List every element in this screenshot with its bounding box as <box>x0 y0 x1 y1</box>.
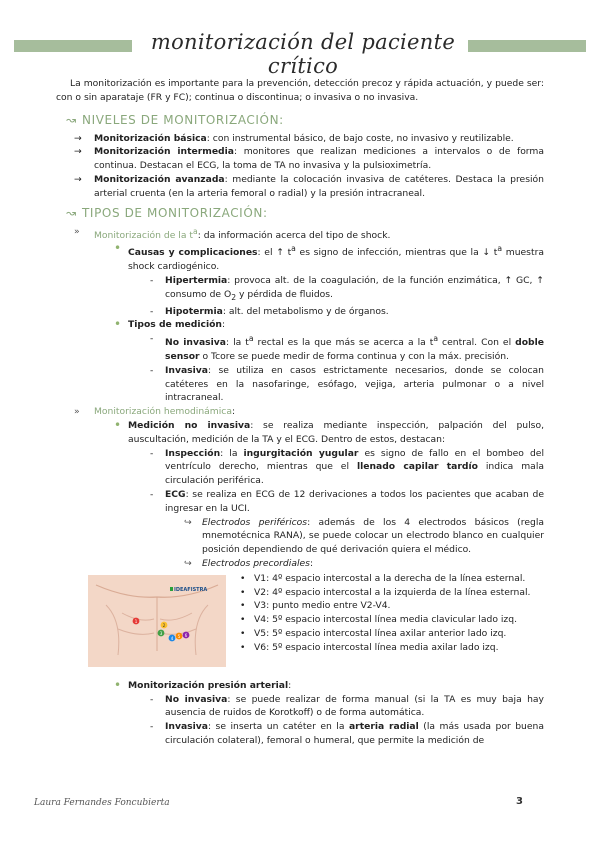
list-item: - Invasiva: se utiliza en casos estrictamente necesarios, donde se colocan catéteres en la nasofaringe, esófago, vejiga, arteria pulmonar o a nivel intracraneal. <box>150 364 544 404</box>
footer-author: Laura Fernandes Foncubierta <box>34 798 170 808</box>
list-item: • V1: 4º espacio intercostal a la derecha de la línea esternal. <box>240 572 526 584</box>
list-item: ↪ Electrodos precordiales: <box>184 557 314 569</box>
dash-icon: - <box>150 275 154 287</box>
page-content <box>56 77 544 748</box>
svg-text:4: 4 <box>170 635 174 641</box>
arrow-icon: → <box>74 132 82 144</box>
list-item: - Hipotermia: alt. del metabolismo y de órganos. <box>150 305 389 317</box>
hook-arrow-icon: ↪ <box>184 557 192 569</box>
list-item: - ECG: se realiza en ECG de 12 derivaciones a todos los pacientes que acaban de ingresar en la UCI. <box>150 488 544 514</box>
dash-icon: - <box>150 693 154 705</box>
subsection-hemodinamica: » Monitorización hemodinámica: <box>74 406 236 418</box>
bullet-icon: • <box>240 627 246 639</box>
list-item: - Hipertermia: provoca alt. de la coagulación, de la función enzimática, ↑ GC, ↑ consumo de $O_2$ y pérdida de fluidos. <box>150 274 544 304</box>
list-item: ↪ Electrodos periféricos: además de los 4 electrodos básicos (regla mnemotécnica RANA), se puede colocar un electrodo blanco en cualquier posición dependiendo de qué derivación quiera el médico. <box>184 516 545 556</box>
list-item: → Monitorización intermedia: monitores que realizan mediciones a intervalos o de forma continua. Destacan el ECG, la toma de TA no invasiva y la pulsioximetría. <box>74 146 545 172</box>
intro-paragraph: La monitorización es importante para la prevención, detección precoz y rápida actuación, y puede ser: con o sin aparataje (FR y FC); continua o discontinua; o invasiva o no invasiva. <box>56 78 544 103</box>
list-item: • Causas y complicaciones: el ↑ $t^a$ es signo de infección, mientras que la ↓ $t^a$ muestra shock cardiogénico. <box>114 241 544 273</box>
list-item: - Inspección: la ingurgitación yugular es signo de fallo en el bombeo del ventrículo derecho, mientras que el llenado capilar tardío indica mala circulación periférica. <box>150 447 544 487</box>
chest-electrode-figure <box>88 575 226 667</box>
bullet-icon: • <box>240 600 246 612</box>
page-number: 3 <box>516 796 523 807</box>
bullet-icon: • <box>240 641 246 653</box>
header-right-bar <box>468 40 586 52</box>
list-item: → Monitorización básica: con instrumental básico, de bajo coste, no invasivo y reutilizable. <box>74 132 514 144</box>
svg-text:1: 1 <box>134 618 138 624</box>
header-left-bar <box>14 40 132 52</box>
list-item: • V2: 4º espacio intercostal a la izquierda de la línea esternal. <box>240 586 531 598</box>
list-item: - Invasiva: se inserta un catéter en la arteria radial (la más usada por buena circulación colateral), femoral o humeral, que permite la medición de <box>150 721 544 746</box>
bullet-icon: • <box>114 241 122 256</box>
arrow-icon: → <box>74 173 82 185</box>
precordial-list <box>240 572 544 667</box>
hook-arrow-icon: ↪ <box>184 516 192 528</box>
bullet-icon: • <box>240 614 246 626</box>
list-item: - No invasiva: la $t^a$ rectal es la que más se acerca a la $t^a$ central. Con el doble sensor o Tcore se puede medir de forma continua y con la máx. precisión. <box>150 333 544 362</box>
list-item: • V5: 5º espacio intercostal línea axilar anterior lado izq. <box>240 627 507 639</box>
svg-text:3: 3 <box>159 630 163 636</box>
double-chevron-icon: » <box>74 406 80 418</box>
squiggle-arrow-icon: ↝ <box>66 205 77 220</box>
svg-text:6: 6 <box>184 632 188 638</box>
dash-icon: - <box>150 447 154 459</box>
dash-icon: - <box>150 488 154 500</box>
bullet-icon: • <box>114 417 122 432</box>
subsection-temperatura: » Monitorización de la $t^a$: da información acerca del tipo de shock. <box>74 225 391 241</box>
list-item: • V3: punto medio entre V2-V4. <box>240 600 391 612</box>
list-item: - No invasiva: se puede realizar de forma manual (si la TA es muy baja hay ausencia de ruidos de Korotkoff) o de forma automática. <box>150 693 544 719</box>
list-item: → Monitorización avanzada: mediante la colocación invasiva de catéteres. Destaca la presión arterial cruenta (en la arteria femoral o radial) y la presión intracraneal. <box>74 173 544 199</box>
section-heading-tipos: ↝ TIPOS DE MONITORIZACIÓN: <box>66 205 268 220</box>
double-chevron-icon: » <box>74 225 80 237</box>
page-title: monitorización del paciente crítico <box>150 30 456 78</box>
list-item: • Tipos de medición: <box>114 317 226 332</box>
squiggle-arrow-icon: ↝ <box>66 112 77 127</box>
dash-icon: - <box>150 333 154 345</box>
list-item: • V4: 5º espacio intercostal línea media clavicular lado izq. <box>240 614 517 626</box>
svg-text:2: 2 <box>162 622 166 628</box>
arrow-icon: → <box>74 146 82 158</box>
dash-icon: - <box>150 364 154 376</box>
list-item: • Medición no invasiva: se realiza mediante inspección, palpación del pulso, auscultación, medición de la TA y el ECG. Dentro de estos, destacan: <box>114 417 544 445</box>
precordial-electrodes-block <box>56 572 544 667</box>
bullet-icon: • <box>114 677 122 692</box>
dash-icon: - <box>150 305 154 317</box>
dash-icon: - <box>150 721 154 733</box>
bullet-icon: • <box>240 586 246 598</box>
section-heading-niveles: ↝ NIVELES DE MONITORIZACIÓN: <box>66 112 284 127</box>
bullet-icon: • <box>240 572 246 584</box>
torso-illustration <box>88 575 226 667</box>
bullet-icon: • <box>114 317 122 332</box>
list-item: • Monitorización presión arterial: <box>114 677 292 692</box>
list-item: • V6: 5º espacio intercostal línea media axilar lado izq. <box>240 641 499 653</box>
figure-logo: IDEAFISTRA <box>174 586 208 593</box>
svg-text:5: 5 <box>177 633 181 639</box>
